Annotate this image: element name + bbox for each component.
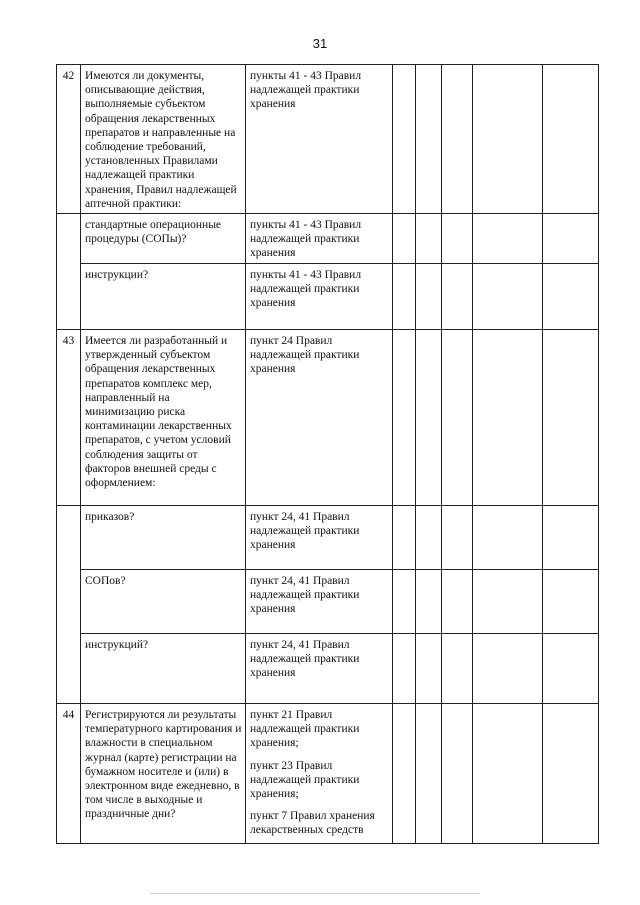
note-cell bbox=[473, 65, 543, 214]
reference-paragraph: пункт 24, 41 Правил надлежащей практики хранения bbox=[250, 511, 360, 552]
item-number bbox=[57, 264, 81, 330]
answer-na-cell bbox=[442, 506, 473, 570]
question-text: Регистрируются ли результаты температурного картирования и влажности в специальном журнал (карте) регистрации на бумажном носителе и (или) в электронном виде ежедневно, в том числе в выходные и праздничные дни? bbox=[81, 704, 246, 844]
extra-cell bbox=[543, 506, 599, 570]
table-row bbox=[57, 506, 599, 570]
extra-cell bbox=[543, 704, 599, 844]
note-cell bbox=[473, 330, 543, 506]
reference-paragraph: пункты 41 - 43 Правил надлежащей практики хранения bbox=[250, 269, 362, 310]
legal-reference bbox=[246, 570, 393, 634]
question-text: стандартные операционные процедуры (СОПы)? bbox=[81, 214, 246, 264]
reference-paragraph: пункт 23 Правил надлежащей практики хранения; bbox=[250, 759, 360, 801]
answer-yes-cell bbox=[393, 330, 416, 506]
item-number bbox=[57, 634, 81, 704]
item-number: 44 bbox=[57, 704, 81, 844]
answer-yes-cell bbox=[393, 65, 416, 214]
item-number bbox=[57, 506, 81, 570]
note-cell bbox=[473, 570, 543, 634]
answer-yes-cell bbox=[393, 264, 416, 330]
extra-cell bbox=[543, 570, 599, 634]
answer-yes-cell bbox=[393, 214, 416, 264]
legal-reference bbox=[246, 506, 393, 570]
answer-na-cell bbox=[442, 65, 473, 214]
legal-reference bbox=[246, 704, 393, 844]
reference-paragraph: пункт 24 Правил надлежащей практики хранения bbox=[250, 335, 360, 376]
legal-reference bbox=[246, 214, 393, 264]
extra-cell bbox=[543, 214, 599, 264]
table-row bbox=[57, 264, 599, 330]
answer-yes-cell bbox=[393, 634, 416, 704]
question-text: приказов? bbox=[81, 506, 246, 570]
reference-paragraph: пункты 41 - 43 Правил надлежащей практики хранения bbox=[250, 219, 362, 260]
answer-no-cell bbox=[416, 704, 442, 844]
reference-paragraph: пункт 7 Правил хранения лекарственных средств bbox=[250, 810, 375, 837]
question-text: Имеется ли разработанный и утвержденный субъектом обращения лекарственных препаратов комплекс мер, направленный на минимизацию риска контаминации лекарственных препаратов, с учетом условий соблюдения защиты от факторов внешней среды с оформлением: bbox=[81, 330, 246, 506]
answer-yes-cell bbox=[393, 570, 416, 634]
page-number: 31 bbox=[312, 36, 328, 51]
answer-yes-cell bbox=[393, 506, 416, 570]
note-cell bbox=[473, 704, 543, 844]
scan-edge-line bbox=[150, 893, 480, 894]
table-row bbox=[57, 214, 599, 264]
extra-cell bbox=[543, 634, 599, 704]
legal-reference bbox=[246, 634, 393, 704]
note-cell bbox=[473, 634, 543, 704]
reference-paragraph: пункт 24, 41 Правил надлежащей практики хранения bbox=[250, 639, 360, 680]
item-number bbox=[57, 570, 81, 634]
question-text: Имеются ли документы, описывающие действия, выполняемые субъектом обращения лекарственных препаратов и направленные на соблюдение требований, установленных Правилами надлежащей практики хранения, Правил надлежащей аптечной практики: bbox=[81, 65, 246, 214]
note-cell bbox=[473, 214, 543, 264]
table-row bbox=[57, 65, 599, 214]
answer-no-cell bbox=[416, 634, 442, 704]
table-row bbox=[57, 570, 599, 634]
reference-paragraph: пункт 24, 41 Правил надлежащей практики хранения bbox=[250, 575, 360, 616]
legal-reference bbox=[246, 264, 393, 330]
checklist-table bbox=[56, 64, 599, 844]
answer-no-cell bbox=[416, 570, 442, 634]
item-number: 43 bbox=[57, 330, 81, 506]
question-text: инструкции? bbox=[81, 264, 246, 330]
question-text: инструкций? bbox=[81, 634, 246, 704]
answer-na-cell bbox=[442, 570, 473, 634]
table-row bbox=[57, 704, 599, 844]
answer-no-cell bbox=[416, 214, 442, 264]
item-number bbox=[57, 214, 81, 264]
extra-cell bbox=[543, 264, 599, 330]
answer-no-cell bbox=[416, 506, 442, 570]
note-cell bbox=[473, 506, 543, 570]
answer-na-cell bbox=[442, 634, 473, 704]
legal-reference bbox=[246, 330, 393, 506]
extra-cell bbox=[543, 65, 599, 214]
answer-no-cell bbox=[416, 65, 442, 214]
table-row bbox=[57, 634, 599, 704]
answer-na-cell bbox=[442, 264, 473, 330]
answer-na-cell bbox=[442, 214, 473, 264]
answer-yes-cell bbox=[393, 704, 416, 844]
item-number: 42 bbox=[57, 65, 81, 214]
answer-no-cell bbox=[416, 330, 442, 506]
reference-paragraph: пункт 21 Правил надлежащей практики хранения; bbox=[250, 709, 360, 750]
question-text: СОПов? bbox=[81, 570, 246, 634]
table-row bbox=[57, 330, 599, 506]
legal-reference bbox=[246, 65, 393, 214]
note-cell bbox=[473, 264, 543, 330]
answer-no-cell bbox=[416, 264, 442, 330]
answer-na-cell bbox=[442, 704, 473, 844]
extra-cell bbox=[543, 330, 599, 506]
reference-paragraph: пункты 41 - 43 Правил надлежащей практики хранения bbox=[250, 70, 362, 111]
answer-na-cell bbox=[442, 330, 473, 506]
